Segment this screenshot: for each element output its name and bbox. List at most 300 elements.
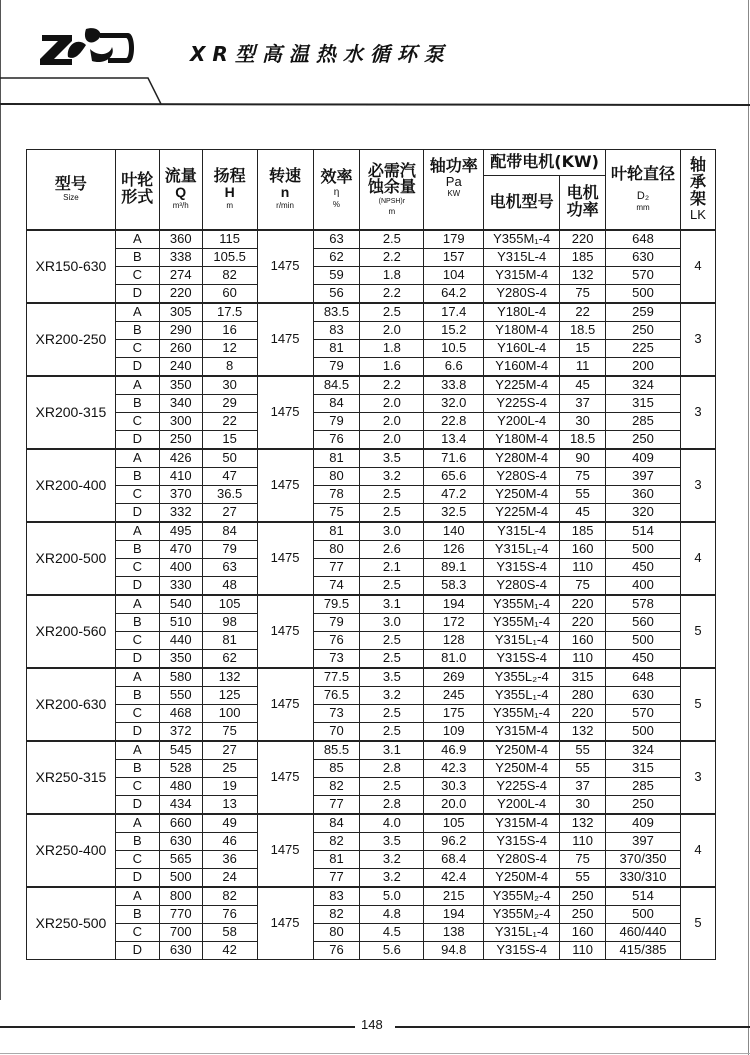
model-cell: XR200-250 bbox=[27, 303, 116, 376]
impeller-type-cell: D bbox=[115, 284, 159, 303]
impeller-type-cell: A bbox=[115, 887, 159, 906]
table-row bbox=[27, 321, 716, 339]
efficiency-cell: 73 bbox=[313, 704, 360, 722]
impeller-type-cell: A bbox=[115, 741, 159, 760]
head-cell: 16 bbox=[202, 321, 257, 339]
flow-cell: 250 bbox=[159, 430, 202, 449]
impeller-type-cell: D bbox=[115, 722, 159, 741]
npsh-cell: 2.5 bbox=[360, 649, 424, 668]
header-impeller-type bbox=[115, 150, 159, 230]
motor-power-cell: 160 bbox=[560, 631, 606, 649]
efficiency-cell: 82 bbox=[313, 777, 360, 795]
shaft-power-cell: 30.3 bbox=[424, 777, 484, 795]
table-row bbox=[27, 777, 716, 795]
npsh-cell: 2.5 bbox=[360, 485, 424, 503]
motor-model-cell: Y315S-4 bbox=[484, 558, 560, 576]
shaft-power-cell: 138 bbox=[424, 923, 484, 941]
motor-power-cell: 30 bbox=[560, 412, 606, 430]
impeller-dia-cell: 500 bbox=[606, 284, 681, 303]
efficiency-cell: 77 bbox=[313, 795, 360, 814]
table-row bbox=[27, 814, 716, 833]
flow-cell: 540 bbox=[159, 595, 202, 614]
motor-power-cell: 110 bbox=[560, 832, 606, 850]
npsh-cell: 5.0 bbox=[360, 887, 424, 906]
motor-model-cell: Y355M₁-4 bbox=[484, 595, 560, 614]
motor-power-cell: 75 bbox=[560, 576, 606, 595]
bearing-cell: 3 bbox=[680, 449, 715, 522]
motor-power-cell: 185 bbox=[560, 522, 606, 541]
table-row bbox=[27, 649, 716, 668]
impeller-dia-cell: 330/310 bbox=[606, 868, 681, 887]
shaft-power-cell: 126 bbox=[424, 540, 484, 558]
head-cell: 62 bbox=[202, 649, 257, 668]
npsh-cell: 4.8 bbox=[360, 905, 424, 923]
impeller-dia-cell: 250 bbox=[606, 430, 681, 449]
header-motor-power bbox=[560, 176, 606, 230]
npsh-cell: 4.0 bbox=[360, 814, 424, 833]
shaft-power-cell: 71.6 bbox=[424, 449, 484, 468]
impeller-type-cell: B bbox=[115, 540, 159, 558]
efficiency-cell: 82 bbox=[313, 832, 360, 850]
impeller-type-cell: C bbox=[115, 339, 159, 357]
header-rule bbox=[0, 75, 750, 110]
npsh-cell: 3.5 bbox=[360, 668, 424, 687]
table-row bbox=[27, 759, 716, 777]
motor-power-cell: 220 bbox=[560, 704, 606, 722]
efficiency-cell: 84 bbox=[313, 394, 360, 412]
shaft-power-cell: 179 bbox=[424, 230, 484, 249]
efficiency-cell: 75 bbox=[313, 503, 360, 522]
impeller-dia-cell: 370/350 bbox=[606, 850, 681, 868]
efficiency-cell: 83.5 bbox=[313, 303, 360, 322]
shaft-power-cell: 245 bbox=[424, 686, 484, 704]
impeller-dia-cell: 397 bbox=[606, 832, 681, 850]
shaft-power-cell: 47.2 bbox=[424, 485, 484, 503]
head-cell: 50 bbox=[202, 449, 257, 468]
motor-power-cell: 250 bbox=[560, 887, 606, 906]
header-motor-group bbox=[484, 150, 606, 176]
speed-cell: 1475 bbox=[257, 449, 313, 522]
header-flow bbox=[159, 150, 202, 230]
flow-cell: 528 bbox=[159, 759, 202, 777]
impeller-type-cell: D bbox=[115, 649, 159, 668]
table-row bbox=[27, 923, 716, 941]
efficiency-cell: 84 bbox=[313, 814, 360, 833]
motor-power-cell: 18.5 bbox=[560, 321, 606, 339]
bearing-cell: 4 bbox=[680, 814, 715, 887]
head-cell: 36 bbox=[202, 850, 257, 868]
table-row bbox=[27, 485, 716, 503]
impeller-type-cell: A bbox=[115, 814, 159, 833]
flow-cell: 330 bbox=[159, 576, 202, 595]
table-row bbox=[27, 668, 716, 687]
motor-model-cell: Y225M-4 bbox=[484, 376, 560, 395]
speed-cell: 1475 bbox=[257, 230, 313, 303]
efficiency-cell: 80 bbox=[313, 923, 360, 941]
head-cell: 63 bbox=[202, 558, 257, 576]
impeller-type-cell: C bbox=[115, 923, 159, 941]
table-row bbox=[27, 905, 716, 923]
head-cell: 82 bbox=[202, 887, 257, 906]
npsh-cell: 1.6 bbox=[360, 357, 424, 376]
efficiency-cell: 83 bbox=[313, 321, 360, 339]
header-flow-sym: Q bbox=[175, 184, 187, 201]
efficiency-cell: 83 bbox=[313, 887, 360, 906]
flow-cell: 510 bbox=[159, 613, 202, 631]
motor-model-cell: Y315S-4 bbox=[484, 649, 560, 668]
header-model bbox=[27, 150, 116, 230]
npsh-cell: 3.2 bbox=[360, 868, 424, 887]
shaft-power-cell: 32.5 bbox=[424, 503, 484, 522]
footer-rule-left bbox=[0, 1026, 355, 1028]
head-cell: 79 bbox=[202, 540, 257, 558]
header-shaft-power-cn: 轴功率 bbox=[429, 156, 478, 175]
impeller-type-cell: A bbox=[115, 668, 159, 687]
motor-model-cell: Y355M₁-4 bbox=[484, 230, 560, 249]
head-cell: 115 bbox=[202, 230, 257, 249]
shaft-power-cell: 194 bbox=[424, 905, 484, 923]
motor-model-cell: Y250M-4 bbox=[484, 485, 560, 503]
npsh-cell: 2.5 bbox=[360, 230, 424, 249]
motor-power-cell: 132 bbox=[560, 266, 606, 284]
table-row bbox=[27, 722, 716, 741]
head-cell: 22 bbox=[202, 412, 257, 430]
impeller-type-cell: A bbox=[115, 449, 159, 468]
head-cell: 76 bbox=[202, 905, 257, 923]
impeller-dia-cell: 320 bbox=[606, 503, 681, 522]
impeller-type-cell: C bbox=[115, 850, 159, 868]
flow-cell: 305 bbox=[159, 303, 202, 322]
npsh-cell: 2.5 bbox=[360, 503, 424, 522]
motor-model-cell: Y315L₁-4 bbox=[484, 540, 560, 558]
impeller-type-cell: D bbox=[115, 576, 159, 595]
head-cell: 36.5 bbox=[202, 485, 257, 503]
impeller-type-cell: C bbox=[115, 631, 159, 649]
impeller-dia-cell: 200 bbox=[606, 357, 681, 376]
table-row bbox=[27, 850, 716, 868]
speed-cell: 1475 bbox=[257, 668, 313, 741]
flow-cell: 370 bbox=[159, 485, 202, 503]
header-flow-unit: m³/h bbox=[172, 200, 189, 210]
motor-power-cell: 37 bbox=[560, 394, 606, 412]
bearing-cell: 4 bbox=[680, 522, 715, 595]
flow-cell: 550 bbox=[159, 686, 202, 704]
shaft-power-cell: 109 bbox=[424, 722, 484, 741]
head-cell: 82 bbox=[202, 266, 257, 284]
motor-power-cell: 22 bbox=[560, 303, 606, 322]
motor-model-cell: Y315L₁-4 bbox=[484, 631, 560, 649]
npsh-cell: 2.8 bbox=[360, 759, 424, 777]
efficiency-cell: 81 bbox=[313, 850, 360, 868]
flow-cell: 434 bbox=[159, 795, 202, 814]
efficiency-cell: 56 bbox=[313, 284, 360, 303]
efficiency-cell: 85.5 bbox=[313, 741, 360, 760]
head-cell: 48 bbox=[202, 576, 257, 595]
impeller-dia-cell: 560 bbox=[606, 613, 681, 631]
header-motor-power-cn1: 电机 bbox=[566, 183, 599, 203]
efficiency-cell: 77 bbox=[313, 558, 360, 576]
bearing-cell: 5 bbox=[680, 668, 715, 741]
impeller-type-cell: A bbox=[115, 376, 159, 395]
shaft-power-cell: 194 bbox=[424, 595, 484, 614]
npsh-cell: 2.5 bbox=[360, 631, 424, 649]
model-cell: XR250-500 bbox=[27, 887, 116, 960]
flow-cell: 800 bbox=[159, 887, 202, 906]
impeller-type-cell: A bbox=[115, 303, 159, 322]
header-bearing-cn2: 承 bbox=[689, 172, 706, 192]
motor-model-cell: Y280S-4 bbox=[484, 284, 560, 303]
table-row bbox=[27, 558, 716, 576]
impeller-type-cell: C bbox=[115, 777, 159, 795]
shaft-power-cell: 42.3 bbox=[424, 759, 484, 777]
motor-power-cell: 55 bbox=[560, 868, 606, 887]
table-row bbox=[27, 540, 716, 558]
header-impeller-type-cn1: 叶轮 bbox=[121, 170, 154, 190]
impeller-type-cell: B bbox=[115, 248, 159, 266]
header-efficiency bbox=[313, 150, 360, 230]
motor-model-cell: Y160L-4 bbox=[484, 339, 560, 357]
impeller-type-cell: A bbox=[115, 522, 159, 541]
impeller-dia-cell: 450 bbox=[606, 558, 681, 576]
motor-power-cell: 220 bbox=[560, 595, 606, 614]
impeller-dia-cell: 285 bbox=[606, 412, 681, 430]
motor-power-cell: 110 bbox=[560, 941, 606, 959]
flow-cell: 372 bbox=[159, 722, 202, 741]
impeller-dia-cell: 460/440 bbox=[606, 923, 681, 941]
efficiency-cell: 76 bbox=[313, 631, 360, 649]
flow-cell: 426 bbox=[159, 449, 202, 468]
motor-power-cell: 55 bbox=[560, 485, 606, 503]
motor-power-cell: 75 bbox=[560, 284, 606, 303]
shaft-power-cell: 32.0 bbox=[424, 394, 484, 412]
header-speed-unit: r/min bbox=[276, 200, 294, 210]
motor-model-cell: Y200L-4 bbox=[484, 795, 560, 814]
efficiency-cell: 63 bbox=[313, 230, 360, 249]
efficiency-cell: 79 bbox=[313, 357, 360, 376]
impeller-dia-cell: 648 bbox=[606, 230, 681, 249]
impeller-type-cell: A bbox=[115, 595, 159, 614]
npsh-cell: 2.0 bbox=[360, 430, 424, 449]
shaft-power-cell: 42.4 bbox=[424, 868, 484, 887]
npsh-cell: 4.5 bbox=[360, 923, 424, 941]
header-shaft-power bbox=[424, 150, 484, 230]
motor-power-cell: 315 bbox=[560, 668, 606, 687]
flow-cell: 700 bbox=[159, 923, 202, 941]
flow-cell: 240 bbox=[159, 357, 202, 376]
header-head-cn: 扬程 bbox=[213, 166, 246, 186]
header-impeller-type-cn2: 形式 bbox=[121, 187, 154, 207]
impeller-dia-cell: 259 bbox=[606, 303, 681, 322]
speed-cell: 1475 bbox=[257, 595, 313, 668]
header-shaft-power-sym: Pa bbox=[445, 173, 462, 189]
page-frame-left bbox=[0, 0, 1, 1000]
header-flow-cn: 流量 bbox=[164, 166, 197, 186]
motor-model-cell: Y355M₂-4 bbox=[484, 905, 560, 923]
shaft-power-cell: 64.2 bbox=[424, 284, 484, 303]
motor-model-cell: Y250M-4 bbox=[484, 759, 560, 777]
model-cell: XR200-500 bbox=[27, 522, 116, 595]
table-row bbox=[27, 394, 716, 412]
npsh-cell: 2.5 bbox=[360, 777, 424, 795]
bearing-cell: 5 bbox=[680, 595, 715, 668]
table-row bbox=[27, 613, 716, 631]
motor-model-cell: Y315L-4 bbox=[484, 522, 560, 541]
motor-model-cell: Y180M-4 bbox=[484, 321, 560, 339]
efficiency-cell: 85 bbox=[313, 759, 360, 777]
header-model-cn: 型号 bbox=[54, 173, 87, 193]
impeller-dia-cell: 630 bbox=[606, 686, 681, 704]
table-row bbox=[27, 741, 716, 760]
header-npsh-unit: m bbox=[388, 206, 396, 216]
table-row bbox=[27, 248, 716, 266]
motor-model-cell: Y355L₁-4 bbox=[484, 686, 560, 704]
speed-cell: 1475 bbox=[257, 814, 313, 887]
head-cell: 13 bbox=[202, 795, 257, 814]
npsh-cell: 3.0 bbox=[360, 522, 424, 541]
model-cell: XR250-315 bbox=[27, 741, 116, 814]
flow-cell: 274 bbox=[159, 266, 202, 284]
table-row bbox=[27, 376, 716, 395]
flow-cell: 770 bbox=[159, 905, 202, 923]
impeller-type-cell: C bbox=[115, 485, 159, 503]
bearing-cell: 4 bbox=[680, 230, 715, 303]
impeller-dia-cell: 500 bbox=[606, 631, 681, 649]
efficiency-cell: 70 bbox=[313, 722, 360, 741]
table-row bbox=[27, 686, 716, 704]
flow-cell: 360 bbox=[159, 230, 202, 249]
impeller-type-cell: D bbox=[115, 868, 159, 887]
npsh-cell: 3.0 bbox=[360, 613, 424, 631]
table-row bbox=[27, 430, 716, 449]
head-cell: 47 bbox=[202, 467, 257, 485]
impeller-dia-cell: 570 bbox=[606, 704, 681, 722]
table-row bbox=[27, 868, 716, 887]
motor-model-cell: Y315S-4 bbox=[484, 941, 560, 959]
header-npsh bbox=[360, 150, 424, 230]
header-npsh-sym: (NPSH)r bbox=[378, 198, 406, 206]
motor-power-cell: 37 bbox=[560, 777, 606, 795]
motor-model-cell: Y280S-4 bbox=[484, 850, 560, 868]
motor-model-cell: Y315M-4 bbox=[484, 266, 560, 284]
table-row bbox=[27, 887, 716, 906]
motor-power-cell: 280 bbox=[560, 686, 606, 704]
efficiency-cell: 74 bbox=[313, 576, 360, 595]
impeller-type-cell: B bbox=[115, 394, 159, 412]
header-impeller-dia bbox=[606, 150, 681, 230]
shaft-power-cell: 22.8 bbox=[424, 412, 484, 430]
shaft-power-cell: 81.0 bbox=[424, 649, 484, 668]
efficiency-cell: 77.5 bbox=[313, 668, 360, 687]
motor-model-cell: Y315L₁-4 bbox=[484, 923, 560, 941]
motor-power-cell: 132 bbox=[560, 722, 606, 741]
table-row bbox=[27, 631, 716, 649]
header-impeller-dia-sym: D₂ bbox=[636, 189, 650, 202]
npsh-cell: 2.2 bbox=[360, 376, 424, 395]
efficiency-cell: 76 bbox=[313, 430, 360, 449]
header-bearing-en: LK bbox=[690, 206, 706, 222]
model-cell: XR250-400 bbox=[27, 814, 116, 887]
company-logo bbox=[38, 27, 138, 67]
impeller-dia-cell: 415/385 bbox=[606, 941, 681, 959]
shaft-power-cell: 140 bbox=[424, 522, 484, 541]
speed-cell: 1475 bbox=[257, 887, 313, 960]
shaft-power-cell: 104 bbox=[424, 266, 484, 284]
impeller-dia-cell: 315 bbox=[606, 759, 681, 777]
impeller-dia-cell: 397 bbox=[606, 467, 681, 485]
motor-model-cell: Y250M-4 bbox=[484, 741, 560, 760]
head-cell: 75 bbox=[202, 722, 257, 741]
flow-cell: 630 bbox=[159, 941, 202, 959]
shaft-power-cell: 58.3 bbox=[424, 576, 484, 595]
table-row bbox=[27, 522, 716, 541]
table-row bbox=[27, 230, 716, 249]
table-row bbox=[27, 412, 716, 430]
npsh-cell: 3.1 bbox=[360, 595, 424, 614]
impeller-dia-cell: 360 bbox=[606, 485, 681, 503]
motor-power-cell: 18.5 bbox=[560, 430, 606, 449]
efficiency-cell: 76 bbox=[313, 941, 360, 959]
npsh-cell: 2.8 bbox=[360, 795, 424, 814]
motor-power-cell: 55 bbox=[560, 759, 606, 777]
head-cell: 17.5 bbox=[202, 303, 257, 322]
flow-cell: 470 bbox=[159, 540, 202, 558]
page-title: XR型高温热水循环泵 bbox=[190, 42, 451, 66]
npsh-cell: 2.6 bbox=[360, 540, 424, 558]
shaft-power-cell: 89.1 bbox=[424, 558, 484, 576]
impeller-type-cell: D bbox=[115, 357, 159, 376]
motor-model-cell: Y280S-4 bbox=[484, 467, 560, 485]
head-cell: 27 bbox=[202, 503, 257, 522]
motor-power-cell: 160 bbox=[560, 923, 606, 941]
flow-cell: 290 bbox=[159, 321, 202, 339]
head-cell: 15 bbox=[202, 430, 257, 449]
table-row bbox=[27, 449, 716, 468]
header-efficiency-unit: % bbox=[332, 199, 341, 209]
bearing-cell: 3 bbox=[680, 741, 715, 814]
motor-model-cell: Y225M-4 bbox=[484, 503, 560, 522]
header-shaft-power-unit: KW bbox=[447, 189, 461, 199]
impeller-type-cell: C bbox=[115, 704, 159, 722]
impeller-type-cell: B bbox=[115, 613, 159, 631]
efficiency-cell: 62 bbox=[313, 248, 360, 266]
head-cell: 60 bbox=[202, 284, 257, 303]
impeller-type-cell: A bbox=[115, 230, 159, 249]
shaft-power-cell: 172 bbox=[424, 613, 484, 631]
flow-cell: 220 bbox=[159, 284, 202, 303]
header-speed bbox=[257, 150, 313, 230]
impeller-type-cell: B bbox=[115, 321, 159, 339]
motor-model-cell: Y280M-4 bbox=[484, 449, 560, 468]
flow-cell: 468 bbox=[159, 704, 202, 722]
head-cell: 30 bbox=[202, 376, 257, 395]
shaft-power-cell: 6.6 bbox=[424, 357, 484, 376]
motor-model-cell: Y160M-4 bbox=[484, 357, 560, 376]
npsh-cell: 2.5 bbox=[360, 704, 424, 722]
motor-power-cell: 220 bbox=[560, 613, 606, 631]
motor-model-cell: Y180L-4 bbox=[484, 303, 560, 322]
impeller-dia-cell: 409 bbox=[606, 449, 681, 468]
npsh-cell: 2.5 bbox=[360, 303, 424, 322]
flow-cell: 340 bbox=[159, 394, 202, 412]
header-motor-model-cn: 电机型号 bbox=[489, 191, 554, 211]
efficiency-cell: 82 bbox=[313, 905, 360, 923]
head-cell: 19 bbox=[202, 777, 257, 795]
shaft-power-cell: 65.6 bbox=[424, 467, 484, 485]
head-cell: 29 bbox=[202, 394, 257, 412]
header-head-sym: H bbox=[224, 184, 235, 201]
speed-cell: 1475 bbox=[257, 303, 313, 376]
header-model-en: Size bbox=[63, 193, 79, 203]
